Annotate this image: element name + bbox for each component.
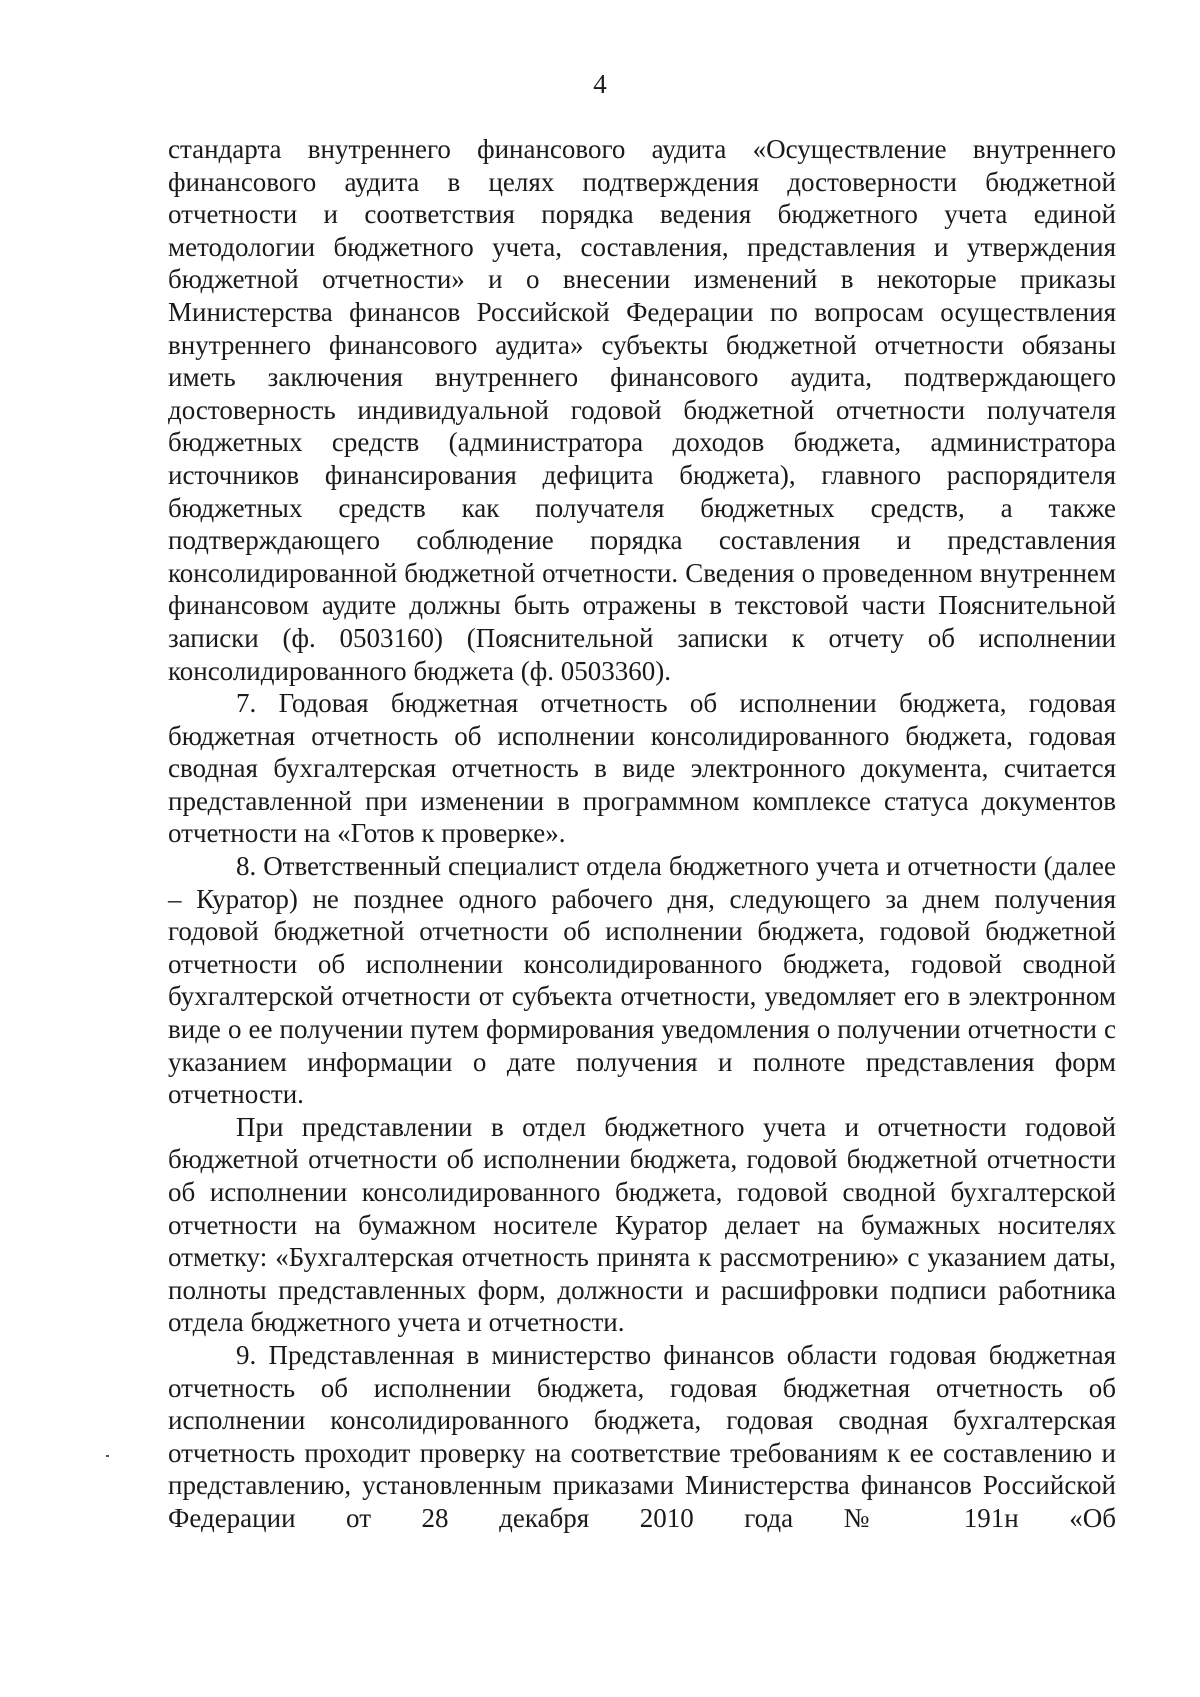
paragraph-item-9: 9. Представленная в министерство финансов области годовая бюджетная отчетность об исполнении бюджета, годовая бюджетная отчетность об исполнении консолидированного бюджета, годовая сводная бухгалтерская отчетность проходит проверку на соответствие требованиям к ее составлению и представлению, установленным приказами Министерства финансов Российской Федерации от 28 декабря 2010 года № 191н «Об — [168, 1339, 1116, 1533]
paragraph-paper-submission: При представлении в отдел бюджетного учета и отчетности годовой бюджетной отчетности об исполнении бюджета, годовой бюджетной отчетности об исполнении консолидированного бюджета, годовой сводной бухгалтерской отчетности на бумажном носителе Куратор делает на бумажных носителях отметку: «Бухгалтерская отчетность принята к рассмотрению» с указанием даты, полноты представленных форм, должности и расшифровки подписи работника отдела бюджетного учета и отчетности. — [168, 1111, 1116, 1338]
scan-speck — [106, 1455, 109, 1457]
paragraph-audit-standard: стандарта внутреннего финансового аудита «Осуществление внутреннего финансового аудита в целях подтверждения достоверности бюджетной отчетности и соответствия порядка ведения бюджетного учета единой методологии бюджетного учета, составления, представления и утверждения бюджетной отчетности» и о внесении изменений в некоторые приказы Министерства финансов Российской Федерации по вопросам осуществления внутреннего финансового аудита» субъекты бюджетной отчетности обязаны иметь заключения внутреннего финансового аудита, подтверждающего достоверность индивидуальной годовой бюджетной отчетности получателя бюджетных средств (администратора доходов бюджета, администратора источников финансирования дефицита бюджета), главного распорядителя бюджетных средств как получателя бюджетных средств, а также подтверждающего соблюдение порядка составления и представления консолидированной бюджетной отчетности. Сведения о проведенном внутреннем финансовом аудите должны быть отражены в текстовой части Пояснительной записки (ф. 0503160) (Пояснительной записки к отчету об исполнении консолидированного бюджета (ф. 0503360). — [168, 134, 1116, 686]
document-body — [168, 133, 1116, 1535]
paragraph-item-7: 7. Годовая бюджетная отчетность об исполнении бюджета, годовая бюджетная отчетность об исполнении консолидированного бюджета, годовая сводная бухгалтерская отчетность в виде электронного документа, считается представленной при изменении в программном комплексе статуса документов отчетности на «Готов к проверке». — [168, 688, 1116, 849]
page-number: 4 — [593, 69, 607, 99]
paragraph-item-8: 8. Ответственный специалист отдела бюджетного учета и отчетности (далее – Куратор) не позднее одного рабочего дня, следующего за днем получения годовой бюджетной отчетности об исполнении бюджета, годовой бюджетной отчетности об исполнении консолидированного бюджета, годовой сводной бухгалтерской отчетности от субъекта отчетности, уведомляет его в электронном виде о ее получении путем формирования уведомления о получении отчетности с указанием информации о дате получения и полноте представления форм отчетности. — [168, 851, 1116, 1110]
